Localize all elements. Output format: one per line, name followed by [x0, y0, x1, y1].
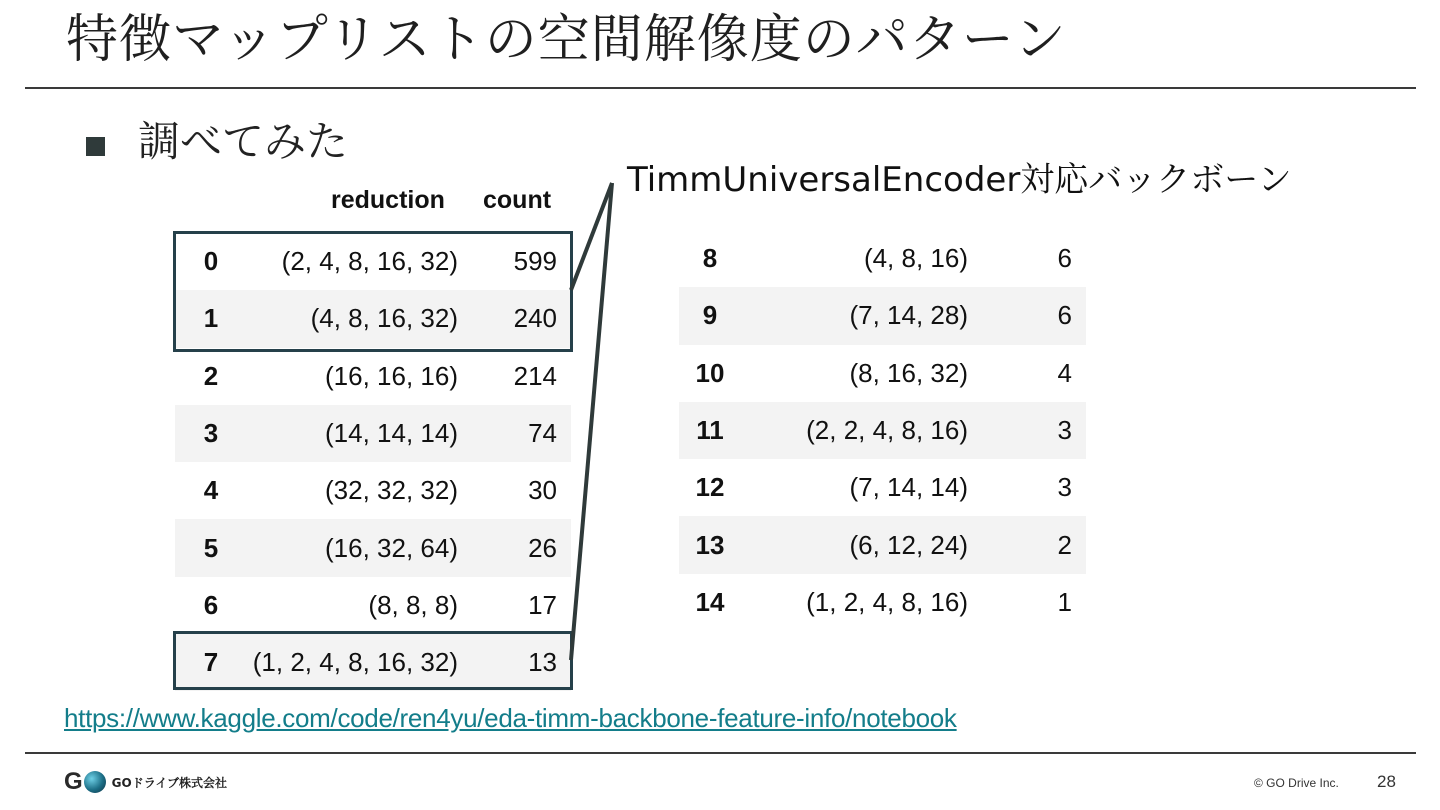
column-header-count: count: [483, 186, 552, 214]
row-index: 13: [679, 516, 741, 573]
row-index: 11: [679, 402, 741, 459]
row-index: 6: [203, 589, 219, 620]
row-index: 9: [679, 287, 741, 344]
reduction-cell: (8, 16, 32): [849, 357, 968, 388]
reduction-cell: (16, 16, 16): [325, 360, 458, 391]
row-index: 0: [203, 246, 219, 277]
row-index: 7: [175, 634, 247, 691]
go-logo-icon: [64, 768, 106, 796]
row-index: 5: [175, 519, 247, 576]
callout-label: TimmUniversalEncoder対応バックボーン: [627, 160, 1292, 200]
page-number: 28: [1377, 772, 1396, 791]
reduction-cell: (1, 2, 4, 8, 16, 32): [247, 634, 458, 691]
reduction-cell: (7, 14, 28): [741, 287, 968, 344]
row-index: 1: [175, 290, 247, 347]
count-cell: 6: [1057, 243, 1072, 274]
logo-letter-g: G: [64, 768, 83, 795]
row-index: 2: [203, 360, 219, 391]
company-name: GOドライブ株式会社: [111, 775, 228, 790]
count-cell: 240: [458, 290, 571, 347]
row-index: 8: [702, 243, 718, 274]
reduction-cell: (7, 14, 14): [849, 472, 968, 503]
count-cell: 13: [458, 634, 571, 691]
count-cell: 2: [968, 516, 1086, 573]
reduction-cell: (16, 32, 64): [247, 519, 458, 576]
reduction-cell: (6, 12, 24): [741, 516, 968, 573]
column-header-reduction: reduction: [331, 186, 445, 214]
count-cell: 30: [528, 475, 557, 506]
row-index: 12: [695, 472, 725, 503]
reduction-cell: (8, 8, 8): [368, 589, 458, 620]
logo-circle-icon: [84, 771, 106, 793]
bullet-text: 調べてみた: [138, 117, 349, 166]
count-cell: 4: [1057, 357, 1072, 388]
count-cell: 3: [1057, 472, 1072, 503]
row-index: 10: [695, 357, 725, 388]
reduction-cell: (1, 2, 4, 8, 16): [806, 586, 968, 617]
reduction-cell: (4, 8, 16, 32): [247, 290, 458, 347]
reduction-cell: (2, 2, 4, 8, 16): [741, 402, 968, 459]
company-logo: [64, 768, 227, 796]
copyright-text: © GO Drive Inc.: [1254, 776, 1339, 790]
count-cell: 1: [1057, 586, 1072, 617]
count-cell: 214: [513, 360, 557, 391]
reduction-cell: (2, 4, 8, 16, 32): [281, 246, 458, 277]
row-index: 14: [695, 586, 725, 617]
footer-divider: [25, 752, 1416, 754]
count-cell: 26: [458, 519, 571, 576]
kaggle-notebook-link[interactable]: https://www.kaggle.com/code/ren4yu/eda-timm-backbone-feature-info/notebook: [64, 703, 957, 733]
reduction-cell: (32, 32, 32): [325, 475, 458, 506]
count-cell: 599: [513, 246, 557, 277]
slide-title: 特徴マップリストの空間解像度のパターン: [66, 10, 1067, 70]
count-cell: 3: [968, 402, 1086, 459]
count-cell: 6: [968, 287, 1086, 344]
count-cell: 74: [458, 405, 571, 462]
row-index: 3: [175, 405, 247, 462]
count-cell: 17: [528, 589, 557, 620]
reduction-cell: (14, 14, 14): [247, 405, 458, 462]
row-index: 4: [203, 475, 219, 506]
callout-line-bottom: [571, 183, 612, 660]
reduction-cell: (4, 8, 16): [863, 243, 968, 274]
